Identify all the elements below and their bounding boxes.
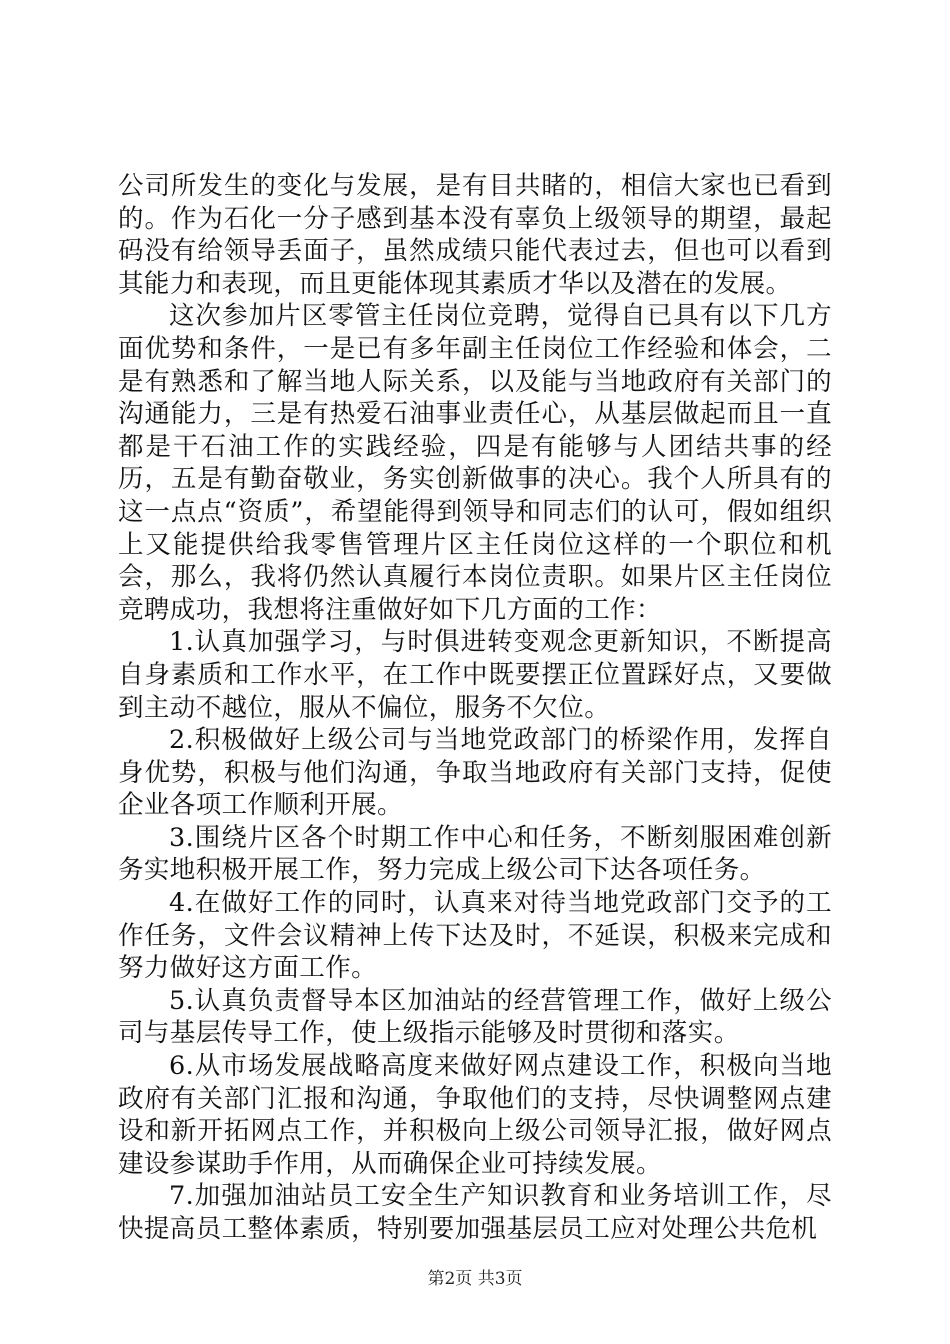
paragraph-4: 2.积极做好上级公司与当地党政部门的桥梁作用，发挥自身优势，积极与他们沟通，争取当地政府有关部门支持，促使企业各项工作顺利开展。 <box>118 725 832 821</box>
paragraph-5: 3.围绕片区各个时期工作中心和任务，不断刻服困难创新务实地积极开展工作，努力完成上级公司下达各项任务。 <box>118 822 832 886</box>
paragraph-3: 1.认真加强学习，与时俱进转变观念更新知识，不断提高自身素质和工作水平，在工作中既要摆正位置踩好点，又要做到主动不越位，服从不偏位，服务不欠位。 <box>118 627 832 723</box>
paragraph-8: 6.从市场发展战略高度来做好网点建设工作，积极向当地政府有关部门汇报和沟通，争取他们的支持，尽快调整网点建设和新开拓网点工作，并积极向上级公司领导汇报，做好网点建设参谋助手作用，从而确保企业可持续发展。 <box>118 1051 832 1179</box>
page-footer <box>0 1268 950 1290</box>
paragraph-1: 公司所发生的变化与发展，是有目共睹的，相信大家也已看到的。作为石化一分子感到基本没有辜负上级领导的期望，最起码没有给领导丢面子，虽然成绩只能代表过去，但也可以看到其能力和表现，而且更能体现其素质才华以及潜在的发展。 <box>118 171 832 299</box>
paragraph-7: 5.认真负责督导本区加油站的经营管理工作，做好上级公司与基层传导工作，使上级指示能够及时贯彻和落实。 <box>118 985 832 1049</box>
document-body <box>118 170 832 1246</box>
page-number-label: 第2页 共3页 <box>427 1269 523 1289</box>
paragraph-6: 4.在做好工作的同时，认真来对待当地党政部门交予的工作任务，文件会议精神上传下达及时，不延误，积极来完成和努力做好这方面工作。 <box>118 888 832 984</box>
paragraph-2: 这次参加片区零管主任岗位竞聘，觉得自已具有以下几方面优势和条件，一是已有多年副主任岗位工作经验和体会，二是有熟悉和了解当地人际关系，以及能与当地政府有关部门的沟通能力，三是有热爱石油事业责任心，从基层做起而且一直都是干石油工作的实践经验，四是有能够与人团结共事的经历，五是有勤奋敬业，务实创新做事的决心。我个人所具有的这一点点“资质”，希望能得到领导和同志们的认可，假如组织上又能提供给我零售管理片区主任岗位这样的一个职位和机会，那么，我将仍然认真履行本岗位责职。如果片区主任岗位竞聘成功，我想将注重做好如下几方面的工作： <box>118 301 832 625</box>
paragraph-9: 7.加强加油站员工安全生产知识教育和业务培训工作，尽快提高员工整体素质，特别要加强基层员工应对处理公共危机 <box>118 1181 832 1244</box>
